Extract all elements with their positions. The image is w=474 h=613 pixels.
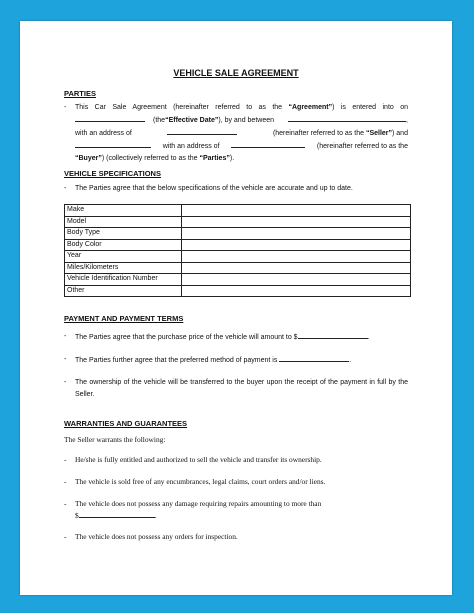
spec-value-body-color[interactable]	[182, 239, 411, 251]
spec-value-model[interactable]	[182, 216, 411, 228]
document-title: VEHICLE SALE AGREEMENT	[173, 68, 299, 78]
effective-date-blank[interactable]	[75, 114, 145, 122]
warranties-intro: The Seller warrants the following:	[64, 435, 166, 444]
spec-value-body-type[interactable]	[182, 228, 411, 240]
warranties-heading: WARRANTIES AND GUARANTEES	[64, 419, 188, 428]
spec-value-vin[interactable]	[182, 274, 411, 286]
parties-line-3: with an address of (hereinafter referred to as the “Seller”) and	[75, 127, 408, 140]
purchase-price-blank[interactable]	[298, 331, 368, 339]
parties-line-5: “Buyer”) (collectively referred to as the “Parties”).	[75, 155, 235, 162]
buyer-address-blank[interactable]	[231, 140, 305, 148]
payment-heading: PAYMENT AND PAYMENT TERMS	[64, 314, 184, 323]
buyer-name-blank[interactable]	[75, 140, 151, 148]
spec-row-make: Make	[65, 205, 411, 217]
parties-line-1: This Car Sale Agreement (hereinafter referred to as the “Agreement”) is entered into on	[75, 104, 408, 111]
document-page: VEHICLE SALE AGREEMENT PARTIES - This Car Sale Agreement (hereinafter referred to as the “Agreement”) is entered into on (the “Effective Date” ), by and between , with an address of (hereinafter referred to as the “Seller”) and with an address of (hereinafter referred to as the “Buyer”) (collectively referred to as the “Parties”). VEHICLE SPECIFICATIONS - The Parties agree that the below specifications of the vehicle are accurate and up to date. Make Model Body Type Body Color Year Miles/Kilometers Vehicle Identification Number Other PAYMENT AND PAYMENT TERMS - The Parties agree that the purchase price of the vehicle will amount to $ . - The Parties further agree that the preferred method of payment is . - The ownership of the vehicle will be transferred to the buyer upon the receipt of the payment in full by the Seller. WARRANTIES AND GUARANTEES The Seller warrants the following: - He/she is fully entitled and authorized to sell the vehicle and transfer its ownership. - The vehicle is sold free of any encumbrances, legal claims, court orders and/or liens. - The vehicle does not possess any damage requiring repairs amounting to more than $ . - The vehicle does not possess any orders for inspection.	[20, 21, 452, 595]
parties-line-4: with an address of (hereinafter referred to as the	[75, 140, 408, 153]
spec-value-make[interactable]	[182, 205, 411, 217]
spec-row-miles: Miles/Kilometers	[65, 262, 411, 274]
spec-value-other[interactable]	[182, 285, 411, 297]
parties-line-2: (the “Effective Date” ), by and between ,	[75, 114, 408, 127]
seller-name-blank[interactable]	[288, 114, 406, 122]
repair-amount-blank[interactable]	[79, 510, 155, 518]
spec-row-other: Other	[65, 285, 411, 297]
spec-value-year[interactable]	[182, 251, 411, 263]
spec-row-body-color: Body Color	[65, 239, 411, 251]
seller-address-blank[interactable]	[167, 127, 237, 135]
parties-bullet: -	[64, 104, 67, 111]
spec-row-body-type: Body Type	[65, 228, 411, 240]
spec-row-vin: Vehicle Identification Number	[65, 274, 411, 286]
spec-row-year: Year	[65, 251, 411, 263]
spec-row-model: Model	[65, 216, 411, 228]
vehicle-heading: VEHICLE SPECIFICATIONS	[64, 169, 161, 178]
payment-method-blank[interactable]	[279, 354, 349, 362]
parties-text	[75, 102, 408, 165]
parties-heading: PARTIES	[64, 89, 96, 98]
spec-value-miles[interactable]	[182, 262, 411, 274]
vehicle-spec-table	[64, 204, 411, 297]
